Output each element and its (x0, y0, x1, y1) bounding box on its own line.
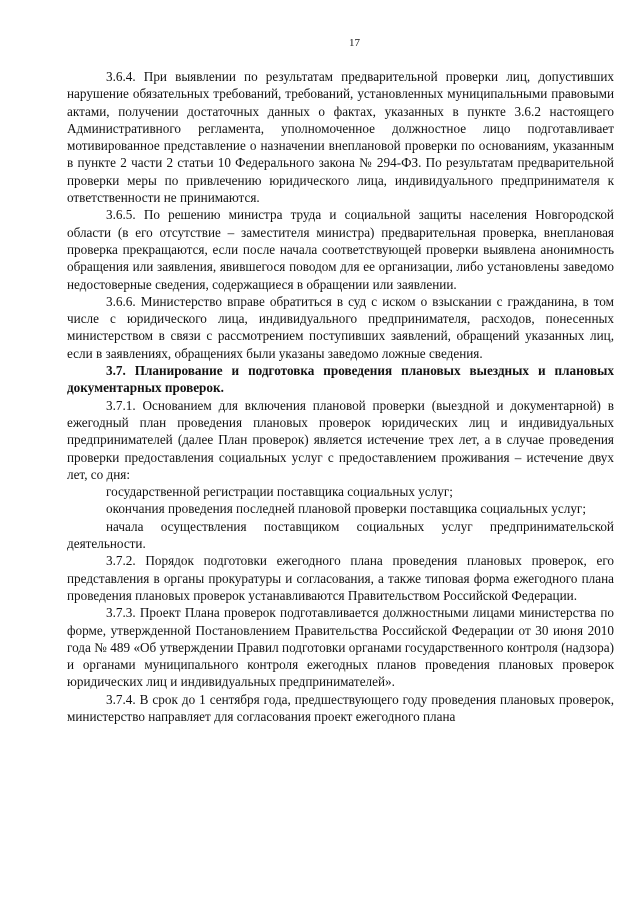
document-body (67, 68, 614, 725)
paragraph-p-3-7-2: 3.7.2. Порядок подготовки ежегодного плана проведения плановых проверок, его представления в органы прокуратуры и согласования, а также типовая форма ежегодного плана проведения плановых проверок устанавливаются Правительством Российской Федерации. (67, 553, 614, 603)
paragraph-p-3-7-3: 3.7.3. Проект Плана проверок подготавливается должностными лицами министерства по форме, утвержденной Постановлением Правительства Российской Федерации от 30 июня 2010 года № 489 «Об утверждении Правил подготовки органами государственного контроля (надзора) и органами муниципального контроля ежегодных планов проведения плановых проверок юридических лиц и индивидуальных предпринимателей». (67, 605, 614, 690)
paragraph-p-list-2: окончания проведения последней плановой проверки поставщика социальных услуг; (106, 501, 586, 517)
paragraph-p-3-7-1: 3.7.1. Основанием для включения плановой проверки (выездной и документарной) в ежегодный план проведения плановых проверок юридических лиц и индивидуальных предпринимателей (далее План проверок) является истечение трех лет, а в случае проведения проверки предоставления социальных услуг с предоставлением проживания – истечение двух лет, со дня: (67, 397, 614, 482)
paragraph-p-list-3: начала осуществления поставщиком социальных услуг предпринимательской деятельности. (67, 518, 614, 552)
paragraph-p-3-7-4: 3.7.4. В срок до 1 сентября года, предшествующего году проведения плановых проверок, министерство направляет для согласования проект ежегодного плана (67, 691, 614, 724)
paragraph-p-3-6-5: 3.6.5. По решению министра труда и социальной защиты населения Новгородской области (в его отсутствие – заместителя министра) предварительная проверка, внеплановая проверка прекращаются, если после начала соответствующей проверки выявлена анонимность обращения или заявления, явившегося поводом для ее организации, либо установлены заведомо недостоверные сведения, содержащиеся в обращении или заявлении. (67, 207, 614, 292)
page-number: 17 (349, 37, 360, 49)
paragraph-p-3-7: 3.7. Планирование и подготовка проведения плановых выездных и плановых документарных проверок. (67, 363, 614, 396)
paragraph-p-3-6-6: 3.6.6. Министерство вправе обратиться в суд с иском о взыскании с гражданина, в том числе с юридического лица, индивидуального предпринимателя, расходов, понесенных министерством в связи с рассмотрением поступивших заявлений, обращений указанных лиц, если в заявлениях, обращениях были указаны заведомо ложные сведения. (67, 293, 614, 361)
paragraph-p-list-1: государственной регистрации поставщика социальных услуг; (106, 484, 453, 500)
paragraph-p-3-6-4: 3.6.4. При выявлении по результатам предварительной проверки лиц, допустивших нарушение обязательных требований, требований, установленных муниципальными правовыми актами, получении достаточных данных о фактах, указанных в пункте 3.6.2 настоящего Административного регламента, уполномоченное должностное лицо подготавливает мотивированное представление о назначении внеплановой проверки по основаниям, указанным в пункте 2 части 2 статьи 10 Федерального закона № 294-ФЗ. По результатам предварительной проверки меры по привлечению юридического лица, индивидуального предпринимателя к ответственности не принимаются. (67, 69, 614, 206)
